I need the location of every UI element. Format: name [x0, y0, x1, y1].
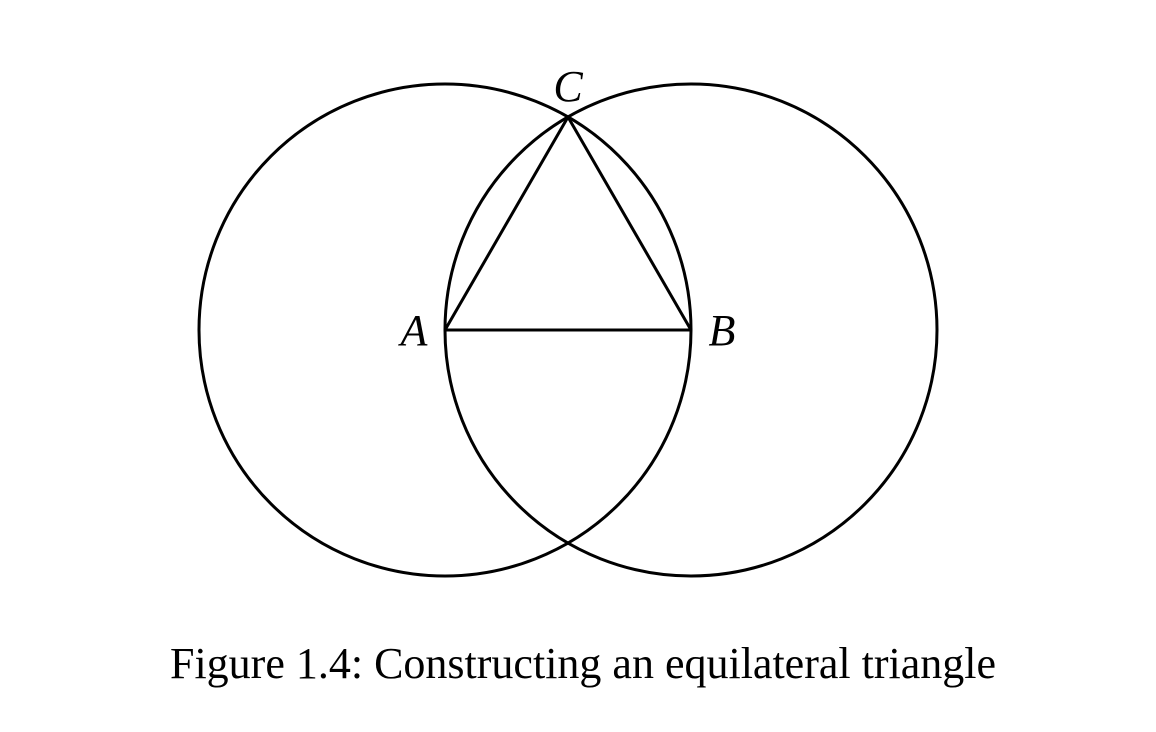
point-label-a: A — [400, 306, 428, 355]
point-label-b: B — [708, 306, 736, 355]
point-label-c: C — [553, 62, 583, 111]
figure-caption: Figure 1.4: Constructing an equilateral triangle — [169, 639, 996, 688]
segment-bc — [568, 117, 691, 330]
segment-ac — [445, 117, 568, 330]
